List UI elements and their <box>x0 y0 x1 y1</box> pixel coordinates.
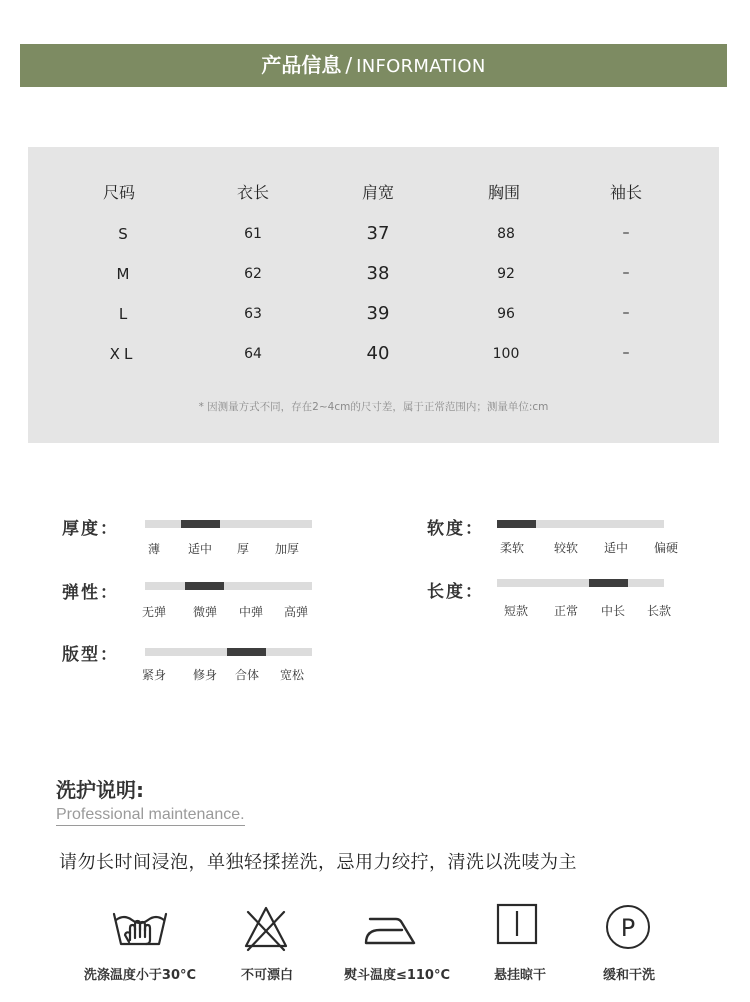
scale-option: 宽松 <box>279 668 304 682</box>
shoulder-cell: 40 <box>366 343 390 364</box>
care-label-hand-wash: 洗涤温度小于30°C <box>83 968 197 983</box>
care-label-dry-clean: 缓和干洗 <box>602 968 655 983</box>
size-cell: XL <box>109 345 137 363</box>
iron-icon <box>362 900 422 956</box>
care-label-iron: 熨斗温度≤110°C <box>343 968 451 983</box>
size-table-panel <box>28 147 719 443</box>
scale-option: 合体 <box>234 668 259 682</box>
sleeve-cell: – <box>622 345 630 361</box>
scale-option: 适中 <box>603 541 628 555</box>
size-table-header: 袖长 <box>609 183 642 202</box>
info-banner <box>20 44 727 87</box>
scale-option: 长款 <box>646 604 671 618</box>
chest-cell: 100 <box>492 346 520 362</box>
thickness-scale <box>145 520 312 528</box>
size-table-header: 肩宽 <box>361 183 394 202</box>
fit-scale-marker <box>227 648 266 656</box>
scale-option: 中长 <box>600 604 625 618</box>
care-label-no-bleach: 不可漂白 <box>240 968 293 983</box>
attribute-label: 弹性： <box>62 583 119 603</box>
attribute-label: 软度： <box>427 519 484 539</box>
chest-cell: 92 <box>497 266 515 282</box>
dry-clean-p-icon <box>598 900 658 956</box>
size-cell: L <box>118 305 128 323</box>
banner-title-en: INFORMATION <box>356 56 486 77</box>
sleeve-cell: – <box>622 265 630 281</box>
size-table-header: 尺码 <box>102 183 135 202</box>
length-cell: 64 <box>244 346 262 362</box>
size-table-header: 胸围 <box>487 183 520 202</box>
shoulder-cell: 39 <box>366 303 390 324</box>
scale-option: 柔软 <box>499 541 524 555</box>
scale-option: 厚 <box>236 542 249 556</box>
attribute-label: 版型： <box>62 645 119 665</box>
shoulder-cell: 38 <box>366 263 390 284</box>
sleeve-cell: – <box>622 305 630 321</box>
scale-option: 薄 <box>147 542 160 556</box>
measurement-note: * 因测量方式不同，存在2~4cm的尺寸差，属于正常范围内；测量单位:cm <box>198 401 549 413</box>
banner-slash: / <box>345 53 353 77</box>
scale-option: 修身 <box>192 668 217 682</box>
elasticity-scale <box>145 582 312 590</box>
hang-dry-icon <box>488 900 548 956</box>
scale-option: 较软 <box>553 541 578 555</box>
no-bleach-icon <box>238 900 298 956</box>
chest-cell: 96 <box>497 306 515 322</box>
scale-option: 紧身 <box>141 668 166 682</box>
care-instruction: 请勿长时间浸泡，单独轻揉搓洗，忌用力绞拧，清洗以洗唛为主 <box>59 852 577 873</box>
scale-option: 无弹 <box>141 605 166 619</box>
scale-option: 适中 <box>187 542 212 556</box>
length-cell: 62 <box>244 266 262 282</box>
scale-option: 微弹 <box>192 605 217 619</box>
scale-option: 偏硬 <box>653 541 678 555</box>
banner-title-cn: 产品信息 <box>261 53 342 77</box>
attribute-label: 厚度： <box>62 519 119 539</box>
length-cell: 61 <box>244 226 262 242</box>
attribute-label: 长度： <box>427 582 484 602</box>
care-label-hang-dry: 悬挂晾干 <box>493 968 546 983</box>
care-title: 洗护说明: <box>56 778 144 802</box>
size-table-header: 衣长 <box>236 183 269 202</box>
fit-scale <box>145 648 312 656</box>
shoulder-cell: 37 <box>366 223 390 244</box>
chest-cell: 88 <box>497 226 515 242</box>
length-scale <box>497 579 664 587</box>
sleeve-cell: – <box>622 225 630 241</box>
dry-clean-glyph: P <box>620 914 636 942</box>
elasticity-scale-marker <box>185 582 224 590</box>
thickness-scale-marker <box>181 520 220 528</box>
scale-option: 加厚 <box>274 542 299 556</box>
scale-option: 中弹 <box>238 605 263 619</box>
length-scale-marker <box>589 579 628 587</box>
scale-option: 短款 <box>503 604 528 618</box>
scale-option: 高弹 <box>283 605 308 619</box>
length-cell: 63 <box>244 306 262 322</box>
size-cell: S <box>118 225 128 243</box>
hand-wash-icon <box>110 900 170 956</box>
size-cell: M <box>116 265 130 283</box>
care-subtitle: Professional maintenance. <box>56 806 245 826</box>
scale-option: 正常 <box>553 604 578 618</box>
softness-scale-marker <box>497 520 536 528</box>
softness-scale <box>497 520 664 528</box>
